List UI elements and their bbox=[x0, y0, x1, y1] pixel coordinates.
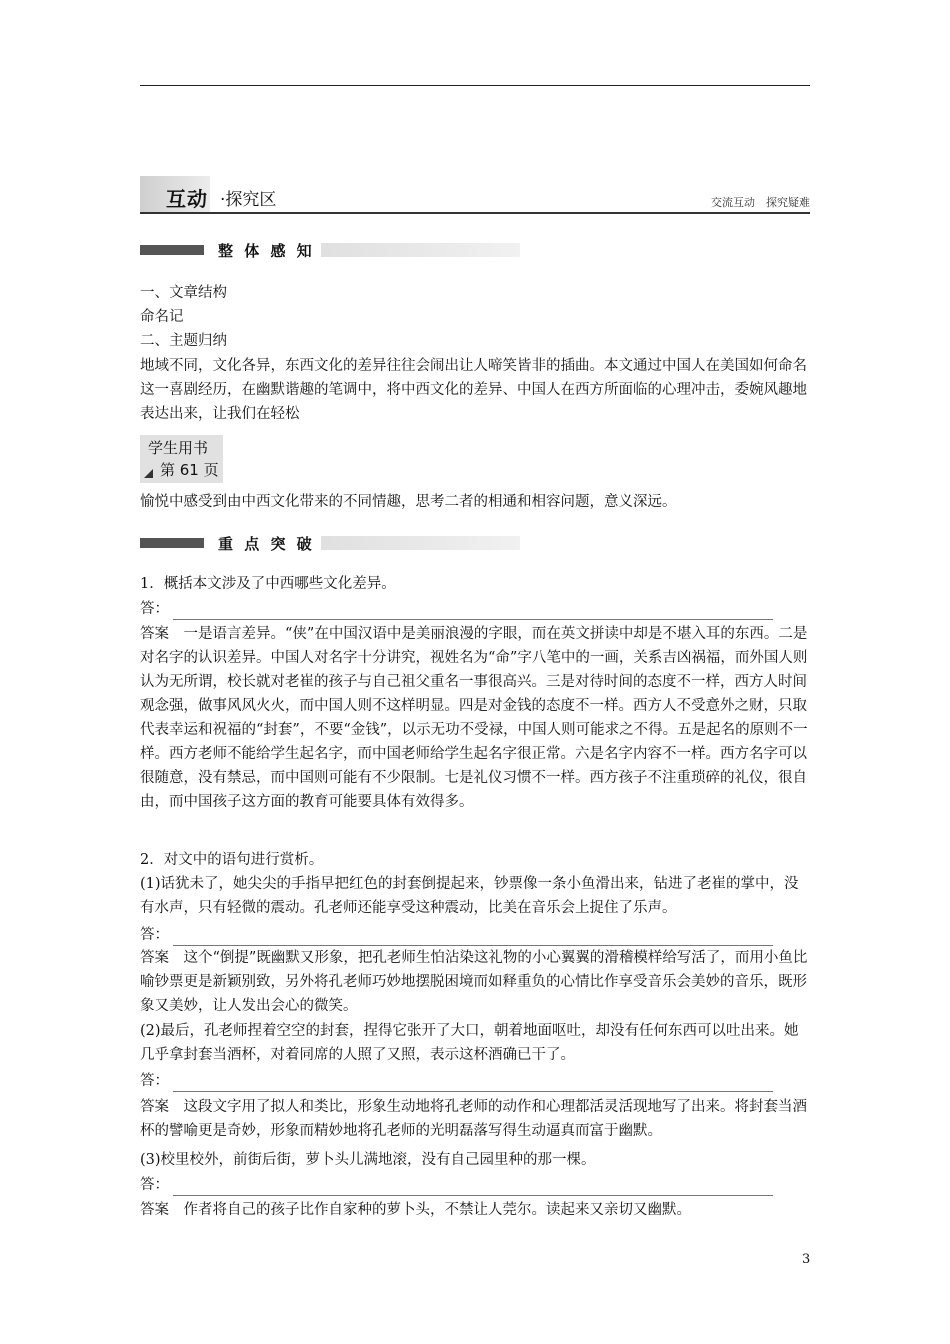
question-1: 1．概括本文涉及了中西哪些文化差异。 bbox=[140, 576, 396, 592]
section-header bbox=[140, 176, 810, 214]
answer-blank-1 bbox=[140, 598, 780, 620]
structure-value: 命名记 bbox=[140, 309, 184, 325]
theme-continuation: 愉悦中感受到由中西文化带来的不同情趣，思考二者的相通和相容问题，意义深远。 bbox=[140, 494, 677, 510]
answer-1: 答案 一是语言差异。“侠”在中国汉语中是美丽浪漫的字眼，而在英文拼读中却是不堪入耳的东西。二是对名字的认识差异。中国人对名字十分讲究，视姓名为“命”字八笔中的一画，关系吉凶祸福，而外国人则认为无所谓，校长就对老崔的孩子与自己祖父重名一事很高兴。三是对待时间的态度不一样，西方人时间观念强，做事风风火火，而中国人则不这样明显。四是对金钱的态度不一样。西方人不受意外之财，只取代表幸运和祝福的“封套”，不要“金钱”，以示无功不受禄，中国人则可能求之不得。五是起名的原则不一样。西方老师不能给学生起名字，而中国老师给学生起名字很正常。六是名字内容不一样。西方名字可以很随意，没有禁忌，而中国则可能有不少限制。七是礼仪习惯不一样。西方孩子不注重琐碎的礼仪，很自由，而中国孩子这方面的教育可能要具体有效得多。 bbox=[140, 626, 808, 810]
corner-mark-icon bbox=[144, 469, 153, 478]
heading-bar bbox=[140, 245, 204, 255]
book-tag-line2: 第 61 页 bbox=[160, 461, 219, 479]
structure-label: 一、文章结构 bbox=[140, 285, 227, 301]
answer-prefix: 答： bbox=[140, 927, 169, 943]
answer-2-1: 答案 这个“倒提”既幽默又形象，把孔老师生怕沾染这礼物的小心翼翼的滑稽模样给写活了，而用小鱼比喻钞票更是新颖别致，另外将孔老师巧妙地摆脱困境而如释重负的心情比作享受音乐会美妙的音乐，既形象又美妙，让人发出会心的微笑。 bbox=[140, 950, 808, 1014]
section-rule bbox=[140, 212, 810, 214]
answer-2-3: 答案 作者将自己的孩子比作自家种的萝卜头，不禁让人莞尔。读起来又亲切又幽默。 bbox=[140, 1202, 691, 1218]
page-number: 3 bbox=[802, 1252, 811, 1267]
top-rule bbox=[140, 85, 810, 86]
answer-blank-2-1 bbox=[140, 924, 780, 946]
question-2: 2．对文中的语句进行赏析。 bbox=[140, 852, 324, 868]
section-subtitle: ·探究区 bbox=[220, 190, 277, 210]
keypoints-heading-label: 重 点 突 破 bbox=[212, 533, 321, 554]
answer-prefix: 答： bbox=[140, 601, 169, 617]
book-reference-tag bbox=[140, 435, 223, 483]
question-2-3: (3)校里校外，前街后街，萝卜头儿满地滚，没有自己园里种的那一棵。 bbox=[140, 1152, 596, 1168]
heading-tail bbox=[300, 243, 520, 257]
question-2-2: (2)最后，孔老师捏着空空的封套，捏得它张开了大口，朝着地面呕吐，却没有任何东西可以吐出来。她几乎拿封套当酒杯，对着同席的人照了又照，表示这杯酒确已干了。 bbox=[140, 1023, 799, 1063]
section-title: 互动 bbox=[166, 187, 208, 211]
book-tag-line1: 学生用书 bbox=[148, 439, 209, 457]
section-tagline: 交流互动 探究疑难 bbox=[711, 196, 810, 209]
answer-prefix: 答： bbox=[140, 1073, 169, 1089]
answer-blank-2-3 bbox=[140, 1174, 780, 1196]
heading-tail bbox=[300, 536, 520, 550]
theme-paragraph: 地域不同，文化各异，东西文化的差异往往会闹出让人啼笑皆非的插曲。本文通过中国人在美国如何命名这一喜剧经历，在幽默谐趣的笔调中，将中西文化的差异、中国人在西方所面临的心理冲击，委婉风趣地表达出来，让我们在轻松 bbox=[140, 358, 807, 422]
question-2-1: (1)话犹未了，她尖尖的手指早把红色的封套倒提起来，钞票像一条小鱼滑出来，钻进了老崔的掌中，没有水声，只有轻微的震动。孔老师还能享受这种震动，比美在音乐会上捉住了乐声。 bbox=[140, 876, 799, 916]
answer-prefix: 答： bbox=[140, 1177, 169, 1193]
answer-blank-2-2 bbox=[140, 1070, 780, 1092]
overview-heading-label: 整 体 感 知 bbox=[212, 240, 321, 261]
answer-2-2: 答案 这段文字用了拟人和类比，形象生动地将孔老师的动作和心理都活灵活现地写了出来。将封套当酒杯的譬喻更是奇妙，形象而精妙地将孔老师的光明磊落写得生动逼真而富于幽默。 bbox=[140, 1099, 807, 1139]
theme-label: 二、主题归纳 bbox=[140, 333, 227, 349]
overview-heading bbox=[140, 241, 520, 259]
keypoints-heading bbox=[140, 534, 520, 552]
heading-bar bbox=[140, 538, 204, 548]
